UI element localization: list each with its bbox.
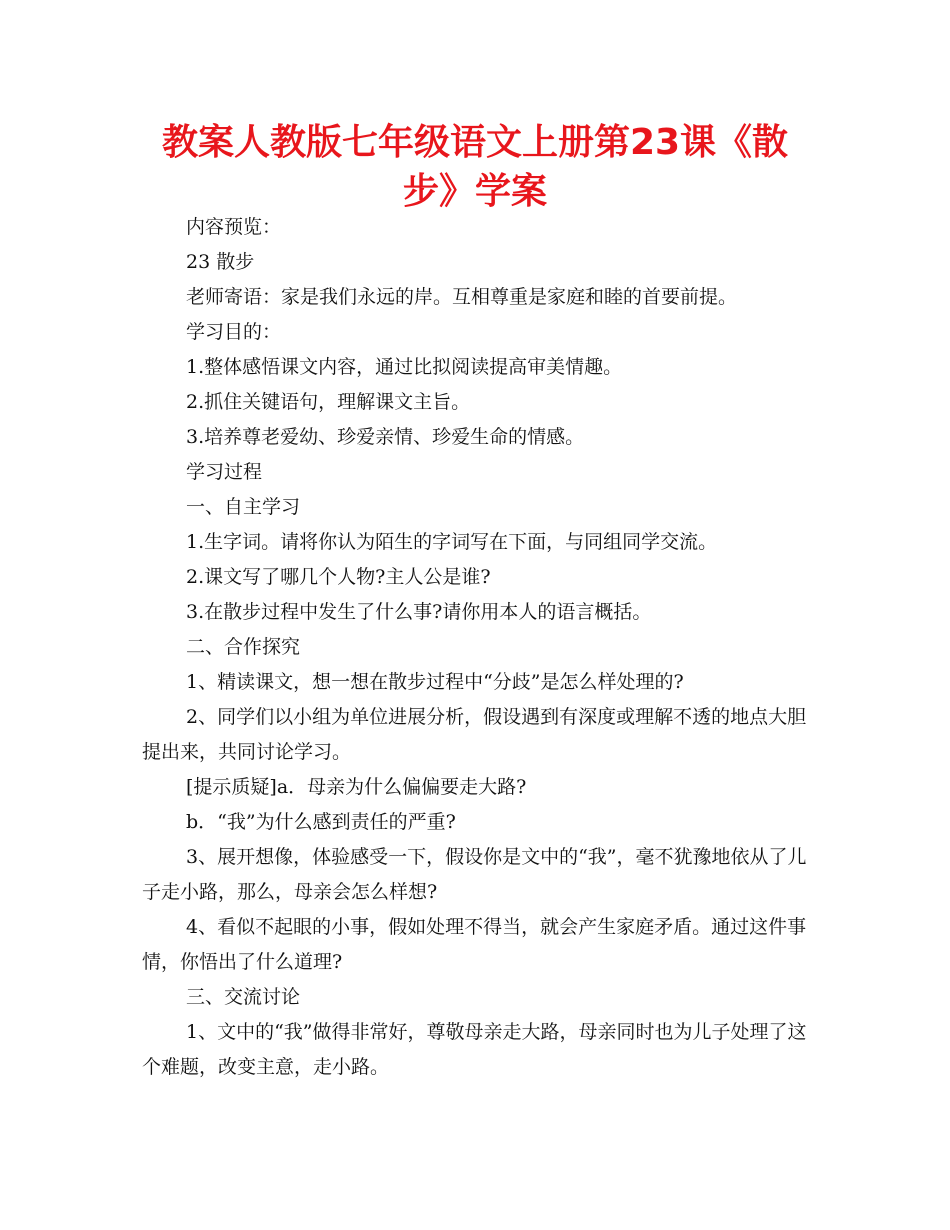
paragraph-learning-process-heading: 学习过程 bbox=[186, 461, 263, 483]
paragraph-section-2-item-2: 2、同学们以小组为单位进展分析，假设遇到有深度或理解不透的地点大胆提出来，共同讨论学习。 bbox=[142, 706, 807, 763]
paragraph-section-1-item-3: 3.在散步过程中发生了什么事?请你用本人的语言概括。 bbox=[186, 601, 652, 623]
paragraph-learning-goals-heading: 学习目的： bbox=[186, 321, 282, 343]
paragraph-section-2-item-3: 3、展开想像，体验感受一下，假设你是文中的“我”，毫不犹豫地依从了儿子走小路，那么，母亲会怎么样想? bbox=[142, 846, 807, 903]
paragraph-goal-2: 2.抓住关键语句，理解课文主旨。 bbox=[186, 391, 471, 413]
paragraph-lesson-number: 23 散步 bbox=[186, 251, 255, 273]
paragraph-preview-label: 内容预览： bbox=[186, 216, 282, 238]
paragraph-teacher-message: 老师寄语：家是我们永远的岸。互相尊重是家庭和睦的首要前提。 bbox=[186, 286, 738, 308]
paragraph-hint-b: b．“我”为什么感到责任的严重? bbox=[186, 811, 456, 833]
paragraph-section-3-item-1: 1、文中的“我”做得非常好，尊敬母亲走大路，母亲同时也为儿子处理了这个难题，改变主意，走小路。 bbox=[142, 1021, 807, 1078]
paragraph-goal-3: 3.培养尊老爱幼、珍爱亲情、珍爱生命的情感。 bbox=[186, 426, 585, 448]
document-title: 教案人教版七年级语文上册第23课《散步》学案 bbox=[161, 122, 789, 212]
paragraph-hint-a: [提示质疑]a．母亲为什么偏偏要走大路? bbox=[186, 776, 527, 798]
paragraph-section-1-heading: 一、自主学习 bbox=[186, 496, 301, 518]
paragraph-section-1-item-2: 2.课文写了哪几个人物?主人公是谁? bbox=[186, 566, 491, 588]
paragraph-section-1-item-1: 1.生字词。请将你认为陌生的字词写在下面，与同组同学交流。 bbox=[186, 531, 718, 553]
paragraph-goal-1: 1.整体感悟课文内容，通过比拟阅读提高审美情趣。 bbox=[186, 356, 623, 378]
document-body bbox=[142, 210, 812, 1085]
paragraph-section-2-item-1: 1、精读课文，想一想在散步过程中“分歧”是怎么样处理的? bbox=[186, 671, 684, 693]
paragraph-section-2-heading: 二、合作探究 bbox=[186, 636, 301, 658]
paragraph-section-2-item-4: 4、看似不起眼的小事，假如处理不得当，就会产生家庭矛盾。通过这件事情，你悟出了什么道理? bbox=[142, 916, 807, 973]
paragraph-section-3-heading: 三、交流讨论 bbox=[186, 986, 301, 1008]
